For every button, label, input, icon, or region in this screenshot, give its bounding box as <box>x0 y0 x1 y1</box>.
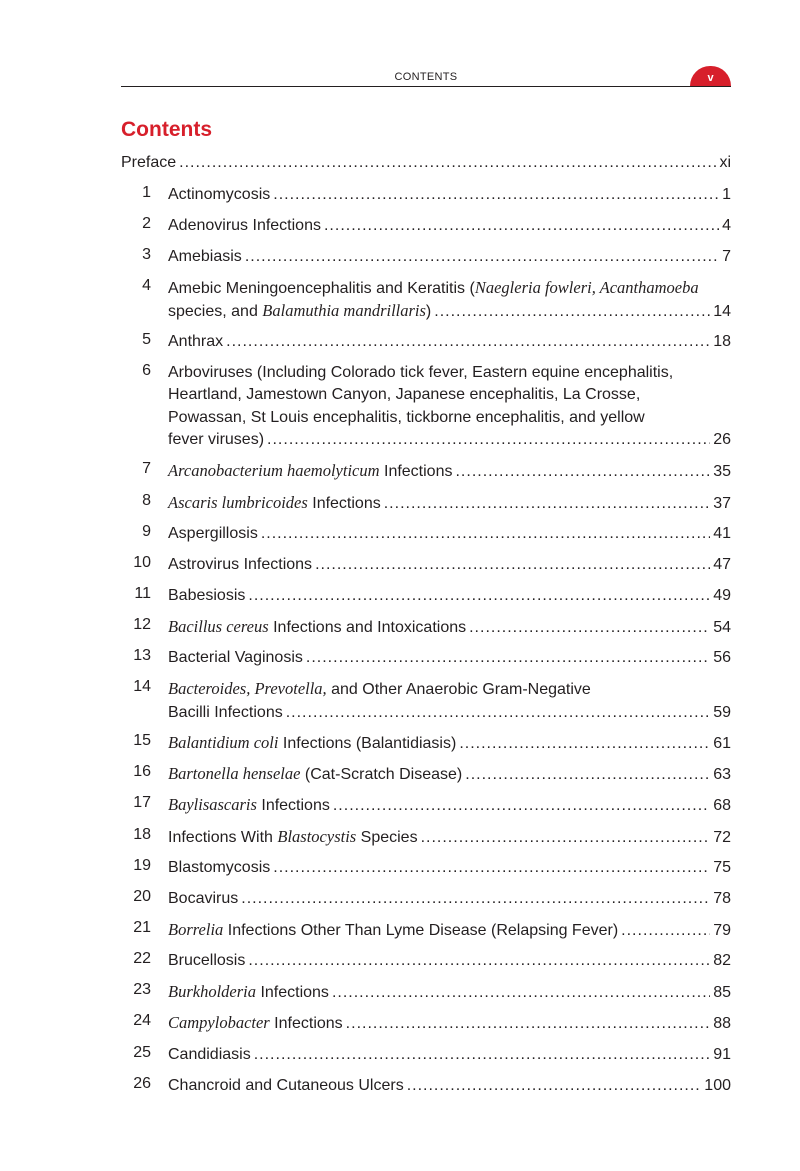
toc-page-number: 82 <box>713 952 731 970</box>
dot-leader <box>434 301 710 324</box>
dot-leader <box>226 331 710 354</box>
toc-entry-title: Preface <box>121 154 177 171</box>
title-text: Infections and Intoxications <box>268 619 467 637</box>
italic-text: Bartonella henselae <box>168 764 301 784</box>
toc-page-number: xi <box>719 154 731 171</box>
toc-entry-title <box>168 1012 343 1036</box>
toc-entry-title <box>168 763 462 787</box>
title-text: Heartland, Jamestown Canyon, Japanese encephalitis, La Crosse, <box>168 386 641 404</box>
dot-leader <box>455 461 710 484</box>
chapter-number: 21 <box>133 919 151 936</box>
chapter-number: 4 <box>142 276 151 294</box>
title-text: species, and <box>168 303 263 321</box>
title-text: Astrovirus Infections <box>168 555 313 573</box>
chapter-number: 18 <box>133 825 151 843</box>
title-text: Bacterial Vaginosis <box>168 649 303 667</box>
chapter-number: 8 <box>142 491 151 509</box>
dot-leader <box>384 493 710 516</box>
toc-entry-title <box>168 888 238 911</box>
dot-leader <box>261 523 710 546</box>
toc-page-number: 18 <box>713 332 731 350</box>
title-text: Anthrax <box>168 332 224 350</box>
dot-leader <box>241 888 710 911</box>
toc-entry-title <box>168 429 264 452</box>
title-text: Infections <box>256 797 330 815</box>
toc-page-number: 7 <box>722 247 731 265</box>
toc-page-number: 88 <box>713 1015 731 1033</box>
title-text: Infections (Balantidiasis) <box>278 735 457 753</box>
title-text: Powassan, St Louis encephalitis, tickborne encephalitis, and yellow <box>168 408 645 426</box>
dot-leader <box>273 184 719 207</box>
toc-page-number: 75 <box>713 858 731 876</box>
chapter-number: 26 <box>133 1074 151 1092</box>
chapter-number: 7 <box>142 460 151 478</box>
toc-entry-title <box>168 794 330 818</box>
toc-entry-title <box>168 184 270 207</box>
toc-entry-title <box>168 981 329 1005</box>
toc-page-number: 35 <box>713 463 731 481</box>
toc-entry-title <box>168 215 321 238</box>
chapter-number: 25 <box>133 1043 151 1061</box>
toc-page-number: 14 <box>713 303 731 321</box>
title-text: Infections With <box>168 828 278 846</box>
toc-entry-title <box>168 702 283 725</box>
dot-leader <box>267 429 710 452</box>
chapter-number: 3 <box>142 245 151 263</box>
toc-page-number: 37 <box>713 494 731 512</box>
title-text: Bacilli Infections <box>168 703 283 721</box>
chapter-number: 6 <box>142 361 151 379</box>
dot-leader <box>248 950 710 973</box>
chapter-number: 13 <box>133 647 151 665</box>
toc-entry-title <box>168 331 223 354</box>
italic-text: Baylisascaris <box>168 795 257 815</box>
title-text: Amebic Meningoencephalitis and Keratitis ( <box>168 279 475 297</box>
toc-entry-title <box>168 919 618 943</box>
toc-entry-title <box>168 647 303 670</box>
toc-entry-title <box>168 386 640 403</box>
chapter-number: 23 <box>133 981 151 999</box>
toc-entry-title <box>168 300 431 324</box>
italic-text: Ascaris lumbricoides <box>168 492 308 512</box>
toc-page-number: 4 <box>722 216 731 234</box>
title-text: Adenovirus Infections <box>168 216 321 234</box>
toc-entry-title <box>168 554 312 577</box>
dot-leader <box>621 920 710 943</box>
title-text: Blastomycosis <box>168 858 271 876</box>
title-text: Amebiasis <box>168 247 242 265</box>
italic-text: Bacteroides, Prevotella, <box>168 679 327 699</box>
page-title: Contents <box>121 118 212 141</box>
title-text: Aspergillosis <box>168 524 258 542</box>
italic-text: Burkholderia <box>168 982 256 1002</box>
toc-entry-title <box>168 826 418 850</box>
running-head: CONTENTS <box>394 71 458 83</box>
toc-entry-title <box>168 1044 251 1067</box>
italic-text: Naegleria fowleri, Acanthamoeba <box>474 277 699 297</box>
toc-entry-title <box>168 681 591 698</box>
title-text: and Other Anaerobic Gram-Negative <box>326 681 591 699</box>
chapter-number: 1 <box>142 183 151 201</box>
dot-leader <box>459 733 710 756</box>
toc-page-number: 61 <box>713 735 731 753</box>
title-text: Brucellosis <box>168 952 246 970</box>
toc-page-number: 85 <box>713 984 731 1002</box>
title-text: Infections <box>269 1015 343 1033</box>
title-text: fever viruses) <box>168 431 265 449</box>
chapter-number: 17 <box>133 794 151 812</box>
dot-leader <box>315 554 710 577</box>
toc-page-number: 56 <box>713 649 731 667</box>
toc-entry-title <box>168 277 699 297</box>
toc-entry-title <box>168 732 456 756</box>
toc-page-number: 72 <box>713 828 731 846</box>
toc-page-number: 78 <box>713 889 731 907</box>
toc-entry-title <box>168 492 381 516</box>
toc-entry-title <box>168 616 466 640</box>
dot-leader <box>273 857 710 880</box>
toc-page-number: 68 <box>713 797 731 815</box>
title-text: Babesiosis <box>168 587 246 604</box>
chapter-number: 22 <box>133 950 151 968</box>
italic-text: Campylobacter <box>168 1013 270 1033</box>
dot-leader <box>248 585 710 608</box>
title-text: Actinomycosis <box>168 185 271 203</box>
dot-leader <box>469 617 710 640</box>
title-text: Bocavirus <box>168 889 239 907</box>
italic-text: Balamuthia mandrillaris <box>262 301 426 321</box>
chapter-number: 20 <box>133 887 151 905</box>
chapter-number: 15 <box>133 732 151 750</box>
header-rule <box>121 86 731 87</box>
dot-leader <box>465 764 710 787</box>
chapter-number: 24 <box>133 1012 151 1030</box>
chapter-number: 14 <box>133 678 151 696</box>
toc-entry-title <box>168 409 645 426</box>
dot-leader <box>254 1044 710 1067</box>
chapter-number: 5 <box>142 330 151 348</box>
dot-leader <box>407 1075 702 1098</box>
title-text: Candidiasis <box>168 1045 251 1063</box>
title-text: Species <box>356 828 418 846</box>
toc-entry-title <box>168 950 245 973</box>
dot-leader <box>245 246 719 269</box>
italic-text: Blastocystis <box>277 826 357 846</box>
toc-page-number: 91 <box>713 1045 731 1063</box>
italic-text: Bacillus cereus <box>168 617 269 637</box>
italic-text: Arcanobacterium haemolyticum <box>168 461 380 481</box>
toc-entry-title <box>168 857 270 880</box>
toc-entry-title <box>168 364 673 381</box>
italic-text: Balantidium coli <box>168 733 279 753</box>
dot-leader <box>332 982 710 1005</box>
dot-leader <box>421 827 711 850</box>
chapter-number: 11 <box>134 585 151 602</box>
toc-page-number: 49 <box>713 587 731 604</box>
title-text: (Cat-Scratch Disease) <box>300 766 463 784</box>
dot-leader <box>306 647 710 670</box>
title-text: ) <box>425 303 432 321</box>
chapter-number: 2 <box>142 214 151 232</box>
toc-entry-title <box>168 460 452 484</box>
dot-leader <box>324 215 719 238</box>
toc-page-number: 79 <box>713 922 731 939</box>
title-text: Arboviruses (Including Colorado tick fever, Eastern equine encephalitis, <box>168 363 674 381</box>
page-number-tab: v <box>690 66 731 86</box>
toc-page-number: 26 <box>713 431 731 449</box>
title-text: Infections Other Than Lyme Disease (Relapsing Fever) <box>223 922 619 939</box>
chapter-number: 19 <box>133 856 151 874</box>
toc-entry-title <box>168 1075 404 1098</box>
dot-leader <box>346 1013 711 1036</box>
chapter-number: 9 <box>142 522 151 540</box>
toc-page-number: 59 <box>713 703 731 721</box>
title-text: Infections <box>256 984 329 1002</box>
toc-entry-title <box>168 246 242 269</box>
toc-page-number: 100 <box>704 1076 731 1094</box>
italic-text: Borrelia <box>168 920 224 939</box>
dot-leader <box>286 702 710 725</box>
toc-page-number: 54 <box>713 619 731 637</box>
title-text: Infections <box>379 463 453 481</box>
toc-entry-title <box>168 585 245 608</box>
toc-entry-title <box>168 523 258 546</box>
toc-page-number: 47 <box>713 555 731 573</box>
dot-leader <box>179 152 716 175</box>
toc-page-number: 63 <box>713 766 731 784</box>
title-text: Chancroid and Cutaneous Ulcers <box>168 1076 404 1094</box>
chapter-number: 12 <box>133 616 151 634</box>
dot-leader <box>333 795 710 818</box>
toc-page-number: 41 <box>713 524 731 542</box>
toc-page-number: 1 <box>722 185 731 203</box>
title-text: Infections <box>307 494 381 512</box>
chapter-number: 10 <box>133 553 151 571</box>
chapter-number: 16 <box>133 763 151 781</box>
